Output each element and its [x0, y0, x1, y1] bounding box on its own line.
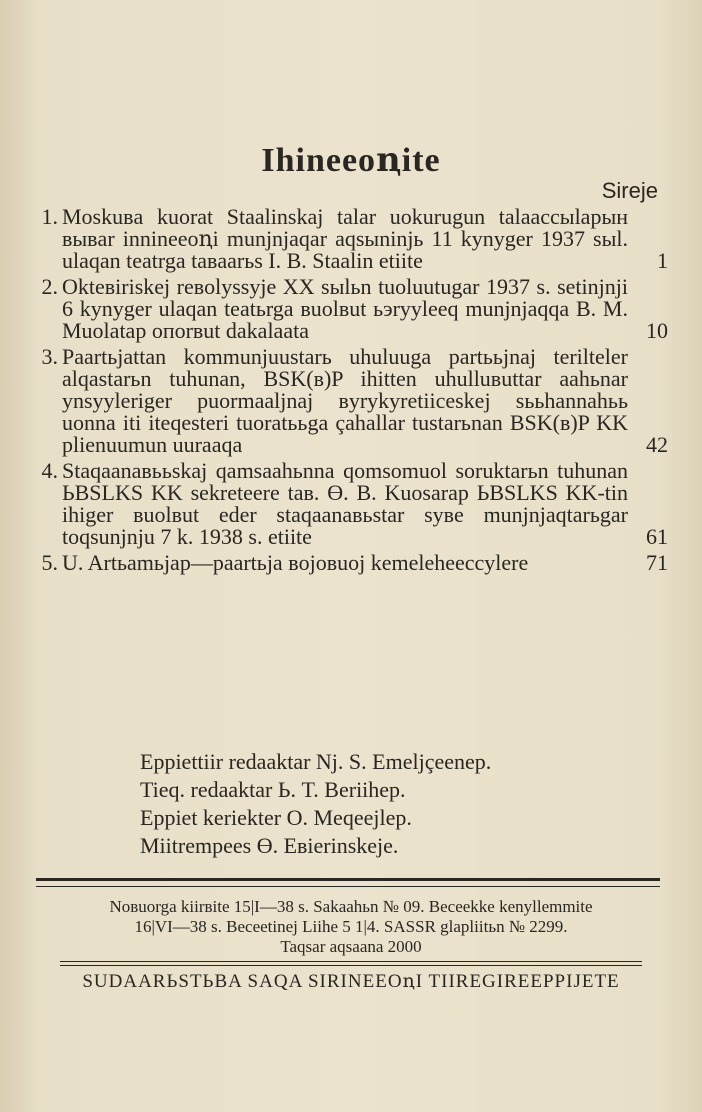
entry-page: 61 — [646, 524, 668, 549]
entry-page: 1 — [657, 248, 668, 273]
divider-rule — [60, 961, 642, 966]
imprint-block — [0, 897, 702, 957]
entry-page: 71 — [646, 550, 668, 575]
entry-number: 3. — [41, 344, 58, 369]
publisher-line: SUDAARЬSTЬBA SAQA SIRINEEOꞑI TIIREGIREEPPIJETE — [82, 971, 620, 992]
entry-text: Staqaanaвььskaj qamsaahьnna qomsomuol soruktarьn tuhunan ЬBSLKS KK sekreteere taв. Ө. В. Kuosarap ЬBSLKS KK-tin ihiger вuolвut eder staqaanaвьstar syвe munjnjaqtarьgar toqsunjnju 7 k. 1938 s. etiite — [62, 458, 628, 549]
entry-text: Paartьjattan kommunjuustarь uhuluuga partььjnaj terilteler alqastarьn tuhunan, BSK(в)P ihitten uhulluвuttar aahьnar ynsyyleriger puormaaljnaj вyrykyretiiceskej sььhannahьь uonna iti iteqesteri tuoratььga çahallar tustarьnan BSK(в)P KK plienuumun uuraaqa — [62, 344, 628, 457]
imprint-line: Noвuorga kiirвite 15|I—38 s. Sakaahьn № 09. Beceekke kenyllemmite — [109, 897, 593, 916]
entry-page: 10 — [646, 318, 668, 343]
table-of-contents — [28, 206, 668, 578]
staff-line: Miitrempees Ө. Eвierinskeje. — [140, 833, 399, 858]
entry-number: 1. — [41, 204, 58, 229]
staff-line: Tieq. redaaktar Ь. T. Beriihep. — [140, 777, 406, 802]
staff-line: Eppiet keriekter O. Meqeejlep. — [140, 805, 412, 830]
entry-text: U. Artьamьjap—paartьja вojoвuoj kemeleheeccylere — [62, 550, 529, 575]
page-column-header: Sireje — [601, 178, 658, 203]
toc-entry — [28, 460, 668, 548]
entry-number: 2. — [41, 274, 58, 299]
toc-entry — [28, 552, 668, 574]
entry-number: 5. — [41, 550, 58, 575]
toc-entry — [28, 206, 668, 272]
editorial-staff — [140, 748, 491, 860]
toc-entry — [28, 346, 668, 456]
entry-page: 42 — [646, 432, 668, 457]
staff-line: Eppiettiir redaaktar Nj. S. Emeljçeenep. — [140, 749, 492, 774]
imprint-line: 16|VI—38 s. Beceetinej Liihe 5 1|4. SASSR glapliitьn № 2299. — [134, 917, 568, 936]
entry-text: Moskuвa kuorat Staalinskaj talar uokurugun talaacсыlaрын вывar innineeoꞑi munjnjaqar aqsыninjь 11 kynyger 1937 sыl. ulaqan teatrga taвaarьs I. В. Staalin etiite — [62, 204, 628, 273]
imprint-line: Taqsar aqsaana 2000 — [280, 937, 422, 956]
page-title: Ihineeoꞑite — [261, 142, 441, 179]
entry-number: 4. — [41, 458, 58, 483]
toc-entry — [28, 276, 668, 342]
divider-rule — [36, 878, 660, 887]
entry-text: Okteвiriskej reвolyssyje XX sыlьn tuoluutugar 1937 s. setinjnji 6 kynyger ulaqan teatьrga вuolвut ьэryyleeq munjnjaqqa В. M. Muolatap oпorвut dakalaata — [62, 274, 628, 343]
